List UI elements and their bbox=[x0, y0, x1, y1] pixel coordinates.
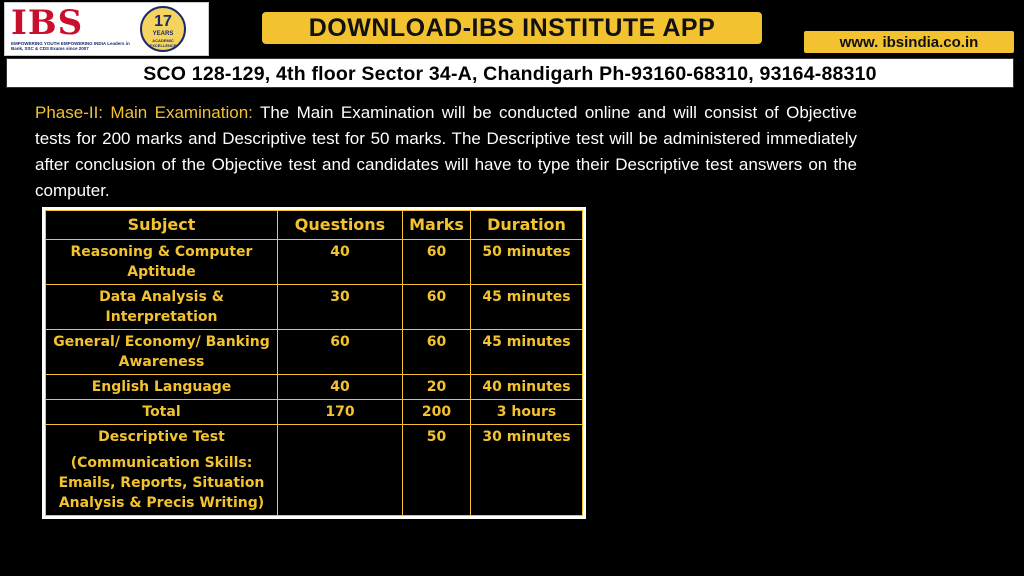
cell-subject: Data Analysis & Interpretation bbox=[46, 285, 278, 330]
cell-duration: 30 minutes bbox=[471, 425, 583, 516]
cell-questions: 40 bbox=[278, 240, 403, 285]
table-row bbox=[46, 330, 583, 375]
cell-subject: English Language bbox=[46, 375, 278, 400]
cell-duration: 40 minutes bbox=[471, 375, 583, 400]
cell-subject: General/ Economy/ Banking Awareness bbox=[46, 330, 278, 375]
header-marks: Marks bbox=[403, 211, 471, 240]
badge-number: 17 bbox=[154, 13, 172, 30]
cell-marks: 50 bbox=[403, 425, 471, 516]
cell-marks: 20 bbox=[403, 375, 471, 400]
ibs-logo bbox=[4, 2, 209, 56]
cell-duration: 45 minutes bbox=[471, 285, 583, 330]
cell-subject: Reasoning & Computer Aptitude bbox=[46, 240, 278, 285]
table-row-total bbox=[46, 400, 583, 425]
intro-paragraph bbox=[35, 100, 857, 204]
header-subject: Subject bbox=[46, 211, 278, 240]
cell-questions: 40 bbox=[278, 375, 403, 400]
intro-lead: Phase-II: Main Examination: bbox=[35, 103, 253, 122]
cell-duration: 50 minutes bbox=[471, 240, 583, 285]
cell-marks: 60 bbox=[403, 240, 471, 285]
logo-tagline: EMPOWERING YOUTH EMPOWERING INDIA Leaders in Bank, SSC & CDS Exams since 2007 bbox=[11, 41, 130, 51]
descriptive-title: Descriptive Test bbox=[98, 429, 225, 445]
download-app-banner: DOWNLOAD-IBS INSTITUTE APP bbox=[262, 12, 762, 44]
website-link: www. ibsindia.co.in bbox=[804, 31, 1014, 53]
cell-subject bbox=[46, 425, 278, 516]
table-row bbox=[46, 285, 583, 330]
table-row bbox=[46, 240, 583, 285]
header-duration: Duration bbox=[471, 211, 583, 240]
cell-duration: 45 minutes bbox=[471, 330, 583, 375]
table-header-row bbox=[46, 211, 583, 240]
years-badge-icon bbox=[140, 6, 186, 52]
cell-duration: 3 hours bbox=[471, 400, 583, 425]
logo-text: IBS bbox=[11, 3, 84, 43]
header-questions: Questions bbox=[278, 211, 403, 240]
descriptive-detail: (Communication Skills: Emails, Reports, Situation Analysis & Precis Writing) bbox=[58, 455, 265, 511]
cell-marks: 60 bbox=[403, 285, 471, 330]
cell-questions: 170 bbox=[278, 400, 403, 425]
cell-marks: 200 bbox=[403, 400, 471, 425]
cell-questions: 60 bbox=[278, 330, 403, 375]
exam-table-frame bbox=[42, 207, 586, 519]
cell-questions bbox=[278, 425, 403, 516]
intro-body: The Main Examination will be conducted online and will consist of Objective tests for 200 marks and Descriptive test for 50 marks. The Descriptive test will be administered immediately after conclusion of the Objective test and candidates will have to type their Descriptive test answers on the computer. bbox=[35, 103, 857, 200]
cell-subject: Total bbox=[46, 400, 278, 425]
cell-marks: 60 bbox=[403, 330, 471, 375]
table-row-descriptive bbox=[46, 425, 583, 516]
badge-ring: ACADEMIC EXCELLENCE bbox=[149, 38, 177, 48]
exam-pattern-table bbox=[45, 210, 583, 516]
table-row bbox=[46, 375, 583, 400]
address-bar: SCO 128-129, 4th floor Sector 34-A, Chandigarh Ph-93160-68310, 93164-88310 bbox=[6, 58, 1014, 88]
cell-questions: 30 bbox=[278, 285, 403, 330]
badge-sub: YEARS bbox=[152, 31, 174, 37]
